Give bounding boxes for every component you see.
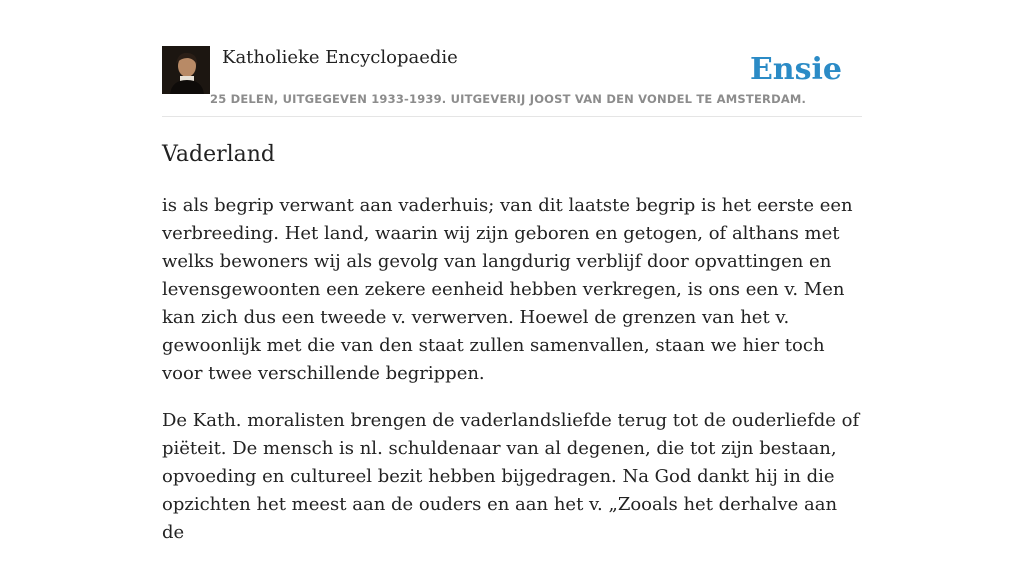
brand-logo[interactable]: Ensie [749, 52, 842, 87]
source-avatar-icon[interactable] [162, 46, 210, 94]
source-meta: 25 DELEN, UITGEGEVEN 1933-1939. UITGEVERIJ JOOST VAN DEN VONDEL TE AMSTERDAM. [210, 92, 807, 106]
article-body [162, 192, 862, 566]
article-paragraph: De Kath. moralisten brengen de vaderlandsliefde terug tot de ouderliefde of piëteit. De mensch is nl. schuldenaar van al degenen, die tot zijn bestaan, opvoeding en cultureel bezit hebben bijgedragen. Na God dankt hij in die opzichten het meest aan de ouders en aan het v. „Zooals het derhalve aan de [162, 410, 860, 543]
article-paragraph: is als begrip verwant aan vaderhuis; van dit laatste begrip is het eerste een verbreeding. Het land, waarin wij zijn geboren en getogen, of althans met welks bewoners wij als gevolg van langdurig verblijf door opvattingen en levensgewoonten een zekere eenheid hebben verkregen, is ons een v. Men kan zich dus een tweede v. verwerven. Hoewel de grenzen van het v. gewoonlijk met die van den staat zullen samenvallen, staan we hier toch voor twee verschillende begrippen. [162, 195, 853, 384]
portrait-icon [162, 46, 210, 94]
source-title[interactable]: Katholieke Encyclopaedie [222, 47, 458, 68]
source-header [162, 46, 862, 117]
entry-title: Vaderland [162, 142, 276, 167]
